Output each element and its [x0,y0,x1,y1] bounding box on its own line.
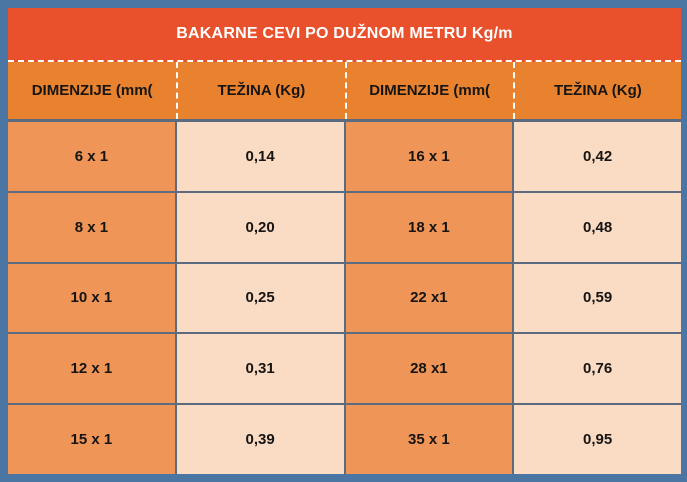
dimension-cell: 8 x 1 [8,193,175,262]
weight-cell: 0,31 [177,334,344,403]
dimension-cell: 15 x 1 [8,405,175,474]
column-header-dimensions-left: DIMENZIJE (mm( [31,82,153,99]
dimension-cell: 28 x1 [346,334,513,403]
dimension-cell: 22 x1 [346,264,513,333]
weight-cell: 0,14 [177,122,344,191]
column-header-dimensions-right: DIMENZIJE (mm( [345,62,513,119]
table-title-bar [8,8,681,62]
weight-cell: 0,39 [177,405,344,474]
dimension-cell: 18 x 1 [346,193,513,262]
weight-cell: 0,42 [514,122,681,191]
dimension-cell: 16 x 1 [346,122,513,191]
dimension-cell: 6 x 1 [8,122,175,191]
weight-cell: 0,20 [177,193,344,262]
table-title: BAKARNE CEVI PO DUŽNOM METRU Kg/m [176,25,513,42]
dimension-cell: 35 x 1 [346,405,513,474]
dimension-cell: 10 x 1 [8,264,175,333]
weight-cell: 0,95 [514,405,681,474]
column-header-weight-right: TEŽINA (Kg) [513,62,681,119]
column-header-weight-left: TEŽINA (Kg) [176,62,344,119]
header-row [8,62,681,119]
data-grid [8,119,681,474]
dimension-cell: 12 x 1 [8,334,175,403]
weight-cell: 0,25 [177,264,344,333]
weight-cell: 0,59 [514,264,681,333]
weight-cell: 0,76 [514,334,681,403]
weight-cell: 0,48 [514,193,681,262]
